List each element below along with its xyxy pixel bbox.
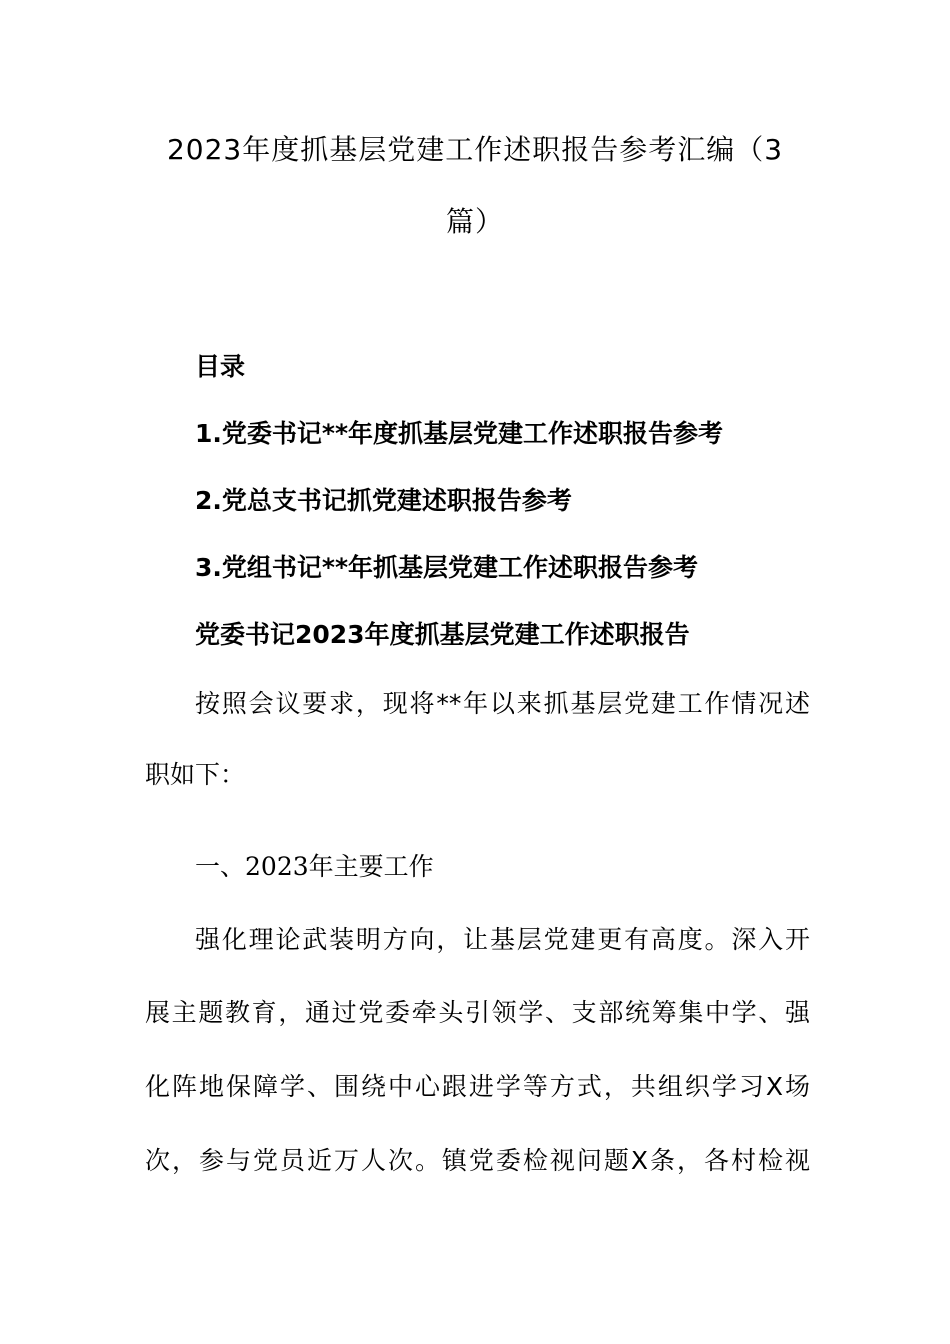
section-heading-prefix: 一、 bbox=[195, 852, 246, 881]
document-title-line-1: 2023年度抓基层党建工作述职报告参考汇编（3 bbox=[166, 133, 784, 166]
section-heading-text: 年主要工作 bbox=[308, 852, 434, 881]
toc-item-1: 1.党委书记**年度抓基层党建工作述职报告参考 bbox=[195, 419, 724, 448]
report-title: 党委书记2023年度抓基层党建工作述职报告 bbox=[195, 620, 690, 649]
paragraph-line-4: 次，参与党员近万人次。镇党委检视问题X条，各村检视 bbox=[145, 1146, 810, 1175]
document-title-line-2: 篇） bbox=[445, 205, 504, 238]
section-heading-1 bbox=[195, 849, 810, 885]
section-heading-year: 2023 bbox=[245, 852, 309, 881]
toc-item-3: 3.党组书记**年抓基层党建工作述职报告参考 bbox=[195, 553, 699, 582]
intro-line-2: 职如下： bbox=[145, 760, 246, 789]
paragraph-line-2: 展主题教育，通过党委牵头引领学、支部统筹集中学、强 bbox=[145, 998, 810, 1027]
toc-item-2: 2.党总支书记抓党建述职报告参考 bbox=[195, 486, 572, 515]
toc-heading: 目录 bbox=[195, 352, 246, 381]
intro-line-1: 按照会议要求，现将**年以来抓基层党建工作情况述 bbox=[195, 689, 810, 718]
paragraph-line-3: 化阵地保障学、围绕中心跟进学等方式，共组织学习X场 bbox=[145, 1072, 810, 1101]
paragraph-line-1: 强化理论武装明方向，让基层党建更有高度。深入开 bbox=[195, 925, 810, 954]
